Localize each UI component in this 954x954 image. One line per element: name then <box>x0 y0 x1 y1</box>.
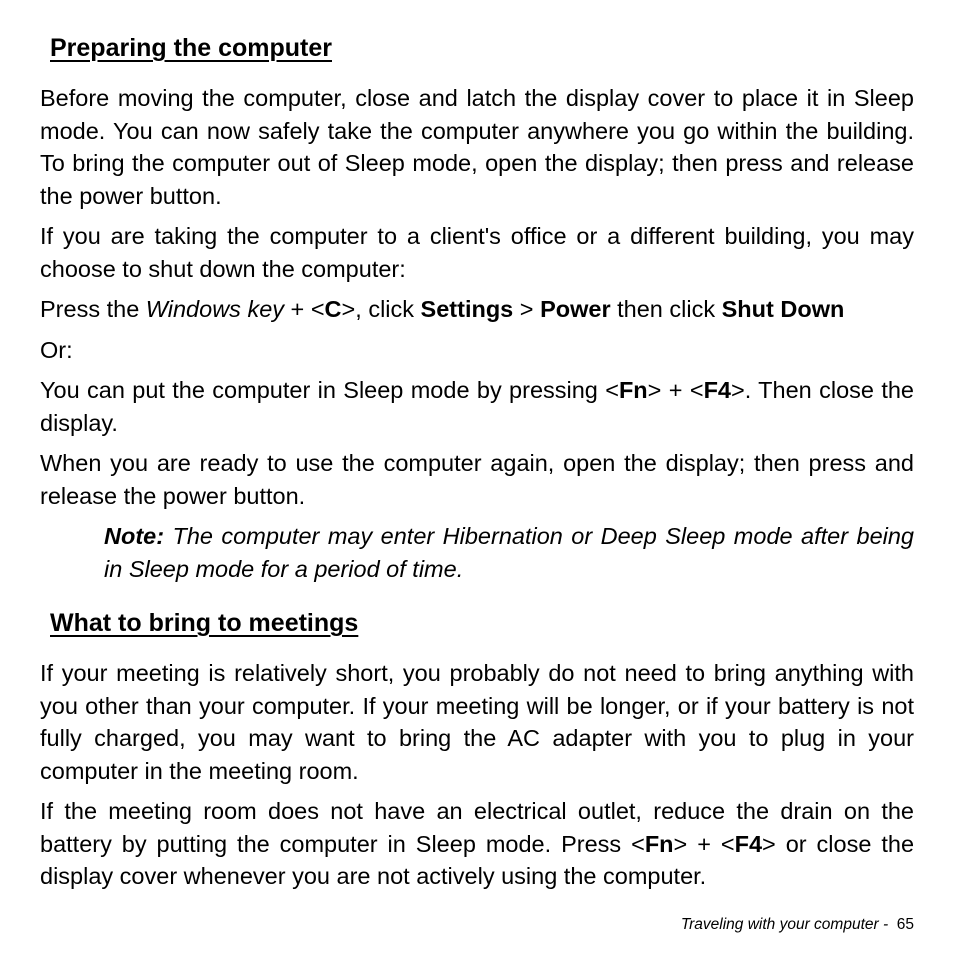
paragraph-shutdown-steps <box>40 293 914 326</box>
text-run: > + < <box>673 830 735 857</box>
text-run: If the meeting room does not have an electrical outlet, reduce the drain on the battery by putting the computer in Sleep mode. Press < <box>40 798 914 857</box>
text-run: > or close the display cover whenever you are not actively using the computer. <box>40 830 915 889</box>
paragraph-sleep-shortcut <box>40 374 914 439</box>
note-hibernation <box>104 520 914 585</box>
text-run: >. Then close the display. <box>40 377 914 436</box>
text-run: > <box>513 296 541 322</box>
footer-title: Traveling with your computer - <box>680 916 897 933</box>
note-text: The computer may enter Hibernation or Deep Sleep mode after being in Sleep mode for a period of time. <box>104 523 914 582</box>
shut-down-term: Shut Down <box>721 296 845 322</box>
settings-term: Settings <box>420 296 514 322</box>
paragraph-shut-down-option: If you are taking the computer to a client's office or a different building, you may choose to shut down the computer: <box>40 223 914 282</box>
paragraph-or: Or: <box>40 336 73 363</box>
paragraph-meeting-short: If your meeting is relatively short, you probably do not need to bring anything with you other than your computer. If your meeting will be longer, or if your battery is not fully charged, you may want to bring the AC adapter with you to plug in your computer in the meeting room. <box>40 660 914 784</box>
page-footer <box>681 916 914 934</box>
text-run: > + < <box>647 377 704 403</box>
key-fn: Fn <box>618 377 648 403</box>
power-term: Power <box>540 296 611 322</box>
key-f4: F4 <box>703 377 731 403</box>
text-run: then click <box>610 296 722 322</box>
text-run: You can put the computer in Sleep mode by pressing < <box>40 377 619 403</box>
key-fn: Fn <box>644 830 674 857</box>
page-content <box>40 30 914 893</box>
note-label: Note: <box>104 523 165 549</box>
page-number: 65 <box>896 916 914 933</box>
section-heading-meetings: What to bring to meetings <box>50 609 359 637</box>
paragraph-no-outlet <box>40 795 914 893</box>
key-f4: F4 <box>734 830 763 857</box>
text-run: Press the <box>40 296 146 322</box>
section-heading-preparing: Preparing the computer <box>50 34 332 62</box>
windows-key-term: Windows key <box>145 296 285 322</box>
paragraph-ready-again: When you are ready to use the computer again, open the display; then press and release the power button. <box>40 450 914 509</box>
paragraph-before-moving: Before moving the computer, close and latch the display cover to place it in Sleep mode. You can now safely take the computer anywhere you go within the building. To bring the computer out of Sleep mode, open the display; then press and release the power button. <box>40 85 914 209</box>
text-run: + < <box>284 296 325 322</box>
key-c: C <box>324 296 342 322</box>
text-run: >, click <box>341 296 421 322</box>
